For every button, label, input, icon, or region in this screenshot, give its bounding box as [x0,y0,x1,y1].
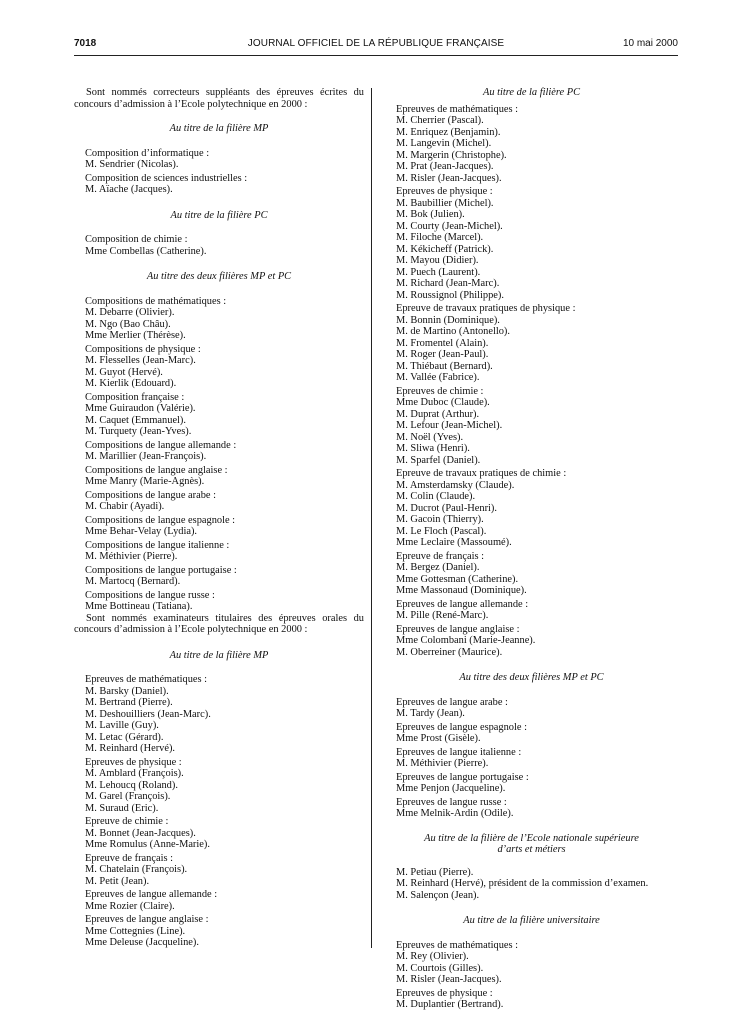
subject-label: Epreuves de mathématiques : [85,674,208,685]
person-entry: M. Laville (Guy). [85,720,159,731]
subject-label: Epreuves de langue anglaise : [396,623,520,635]
person-entry: M. Courtois (Gilles). [396,962,484,974]
header-rule [74,55,678,56]
person-entry: M. Chabir (Ayadi). [85,501,165,512]
person-entry: M. Lefour (Jean-Michel). [396,420,503,431]
person-entry: M. Petit (Jean). [85,875,150,887]
person-entry: M. Fromentel (Alain). [396,337,489,349]
section-heading-line: d’arts et métiers [497,844,566,855]
subject-label: Epreuves de langue espagnole : [396,721,527,733]
section-heading: Au titre de la filière PC [170,209,268,221]
person-entry: M. Méthivier (Pierre). [396,758,489,769]
person-entry: M. Reinhard (Hervé). [85,743,176,754]
person-entry: M. Oberreiner (Maurice). [396,646,503,658]
column-divider [371,88,372,948]
subject-label: Epreuves de physique : [396,186,493,197]
person-entry: M. Kierlik (Edouard). [85,378,177,389]
subject-label: Composition de sciences industrielles : [85,172,248,184]
subject-label: Epreuve de chimie : [85,816,169,827]
subject-label: Compositions de mathématiques : [85,295,227,307]
person-entry: M. Caquet (Emmanuel). [85,414,186,426]
person-entry: Mme Guiraudon (Valérie). [85,403,196,414]
person-entry: M. Mayou (Didier). [396,255,479,266]
person-entry: Mme Rozier (Claire). [85,900,175,912]
person-entry: Mme Gottesman (Catherine). [396,573,519,585]
subject-label: Epreuve de français : [85,852,173,864]
section-list [74,296,364,613]
subject-label: Compositions de langue russe : [85,589,215,601]
subject-label: Epreuves de langue portugaise : [396,771,529,783]
subject-label: Compositions de langue portugaise : [85,564,237,576]
person-entry: M. Enriquez (Benjamin). [396,126,501,138]
section-list [385,940,678,1011]
section-list [385,697,678,820]
person-entry: M. Sparfel (Daniel). [396,454,481,466]
section-heading: Au titre des deux filières MP et PC [146,271,292,282]
subject-label: Epreuves de langue anglaise : [85,914,209,925]
person-entry: M. Kékicheff (Patrick). [396,243,494,255]
right-column [385,87,678,1011]
person-entry: M. Reinhard (Hervé), président de la commission d’examen. [396,878,649,889]
person-entry: M. Prat (Jean-Jacques). [396,161,494,172]
section-heading: Au titre de la filière PC [482,87,581,98]
subject-label: Composition française : [85,391,185,403]
person-entry: Mme Massonaud (Dominique). [396,585,527,596]
person-entry: M. Guyot (Hervé). [85,366,163,378]
section-heading: Au titre des deux filières MP et PC [459,672,604,683]
person-entry: M. Langevin (Michel). [396,138,492,149]
person-entry: M. Pille (René-Marc). [396,610,489,621]
person-entry: Mme Manry (Marie-Agnès). [85,476,205,487]
person-entry: M. Roger (Jean-Paul). [396,349,489,360]
person-entry: M. Sliwa (Henri). [396,443,470,454]
person-entry: M. Bonnin (Dominique). [396,314,500,326]
person-entry: M. Risler (Jean-Jacques). [396,172,502,184]
person-entry: M. Filoche (Marcel). [396,232,484,243]
person-entry: M. Baubillier (Michel). [396,197,494,209]
person-entry: M. Ngo (Bao Châu). [85,318,171,330]
person-entry: M. Courty (Jean-Michel). [396,220,503,232]
person-entry: Mme Melnik-Ardin (Odile). [396,808,514,819]
person-entry: M. Bertrand (Pierre). [85,697,173,708]
subject-label: Epreuve de travaux pratiques de physique : [396,303,576,314]
person-entry: M. Noël (Yves). [396,431,464,443]
person-entry: Mme Combellas (Catherine). [85,245,207,257]
person-entry: Mme Behar-Velay (Lydia). [85,526,198,537]
person-entry: M. Petiau (Pierre). [396,866,474,878]
subject-label: Compositions de langue anglaise : [85,464,228,476]
person-entry: M. Turquety (Jean-Yves). [85,426,192,437]
subject-label: Epreuves de physique : [396,987,493,999]
person-entry: M. Gacoin (Thierry). [396,514,484,525]
subject-label: Compositions de langue italienne : [85,539,230,551]
person-entry: M. Marillier (Jean-François). [85,451,207,462]
person-entry: Mme Prost (Gisèle). [396,733,481,744]
subject-label: Compositions de physique : [85,343,201,355]
person-entry: M. Salençon (Jean). [396,889,480,901]
section-heading: Au titre de la filière MP [169,123,269,134]
person-entry: M. Cherrier (Pascal). [396,115,484,126]
section-heading-ensam [385,833,678,856]
person-entry: Mme Leclaire (Massoumé). [396,537,512,548]
section-heading: Au titre de la filière MP [169,649,269,661]
person-entry: M. Vallée (Fabrice). [396,372,480,383]
issue-date: 10 mai 2000 [622,38,678,49]
section-list [74,234,364,257]
person-entry: M. Aïache (Jacques). [85,184,173,195]
person-entry: M. Letac (Gérard). [85,731,164,743]
subject-label: Epreuves de langue italienne : [396,746,522,758]
person-entry: M. Sendrier (Nicolas). [85,159,179,170]
page-header [74,38,678,52]
section-list [74,674,364,949]
person-entry: M. Chatelain (François). [85,864,188,875]
section-list [385,104,678,659]
person-entry: M. Bergez (Daniel). [396,562,480,573]
left-column [74,87,364,949]
person-entry: M. Risler (Jean-Jacques). [396,974,502,985]
subject-label: Epreuves de physique : [85,756,182,768]
person-entry: Mme Duboc (Claude). [396,397,490,408]
section-heading-line: Au titre de la filière de l’Ecole nationale supérieure [424,832,639,844]
page-number: 7018 [74,38,97,49]
section-list [385,867,678,902]
section-list [74,148,364,196]
person-entry: Mme Merlier (Thérèse). [85,330,186,341]
subject-label: Epreuves de langue allemande : [396,598,529,610]
section-heading: Au titre de la filière universitaire [463,915,600,926]
person-entry: M. Richard (Jean-Marc). [396,278,500,289]
person-entry: Mme Deleuse (Jacqueline). [85,937,199,948]
subject-label: Epreuves de langue allemande : [85,889,218,900]
person-entry: M. Puech (Laurent). [396,266,481,278]
person-entry: M. de Martino (Antonello). [396,326,510,337]
person-entry: M. Roussignol (Philippe). [396,289,504,301]
subject-label: Epreuves de langue russe : [396,796,507,808]
subject-label: Compositions de langue espagnole : [85,514,236,526]
person-entry: Mme Penjon (Jacqueline). [396,783,506,794]
person-entry: Mme Cottegnies (Line). [85,925,186,937]
person-entry: M. Barsky (Daniel). [85,685,169,697]
person-entry: M. Debarre (Olivier). [85,307,175,318]
person-entry: M. Margerin (Christophe). [396,149,507,161]
person-entry: M. Ducrot (Paul-Henri). [396,502,497,514]
intro-paragraph-examinateurs: Sont nommés examinateurs titulaires des épreuves orales du concours d’admission à l’Ecole polytechnique en 2000 : [74,612,364,635]
person-entry: M. Amsterdamsky (Claude). [396,479,515,491]
person-entry: Mme Romulus (Anne-Marie). [85,839,210,850]
person-entry: M. Colin (Claude). [396,491,476,502]
person-entry: M. Flesselles (Jean-Marc). [85,355,196,366]
subject-label: Compositions de langue allemande : [85,439,237,451]
subject-label: Epreuves de mathématiques : [396,939,519,951]
person-entry: M. Duplantier (Bertrand). [396,999,504,1010]
person-entry: M. Deshouilliers (Jean-Marc). [85,708,211,720]
person-entry: M. Bok (Julien). [396,209,465,220]
person-entry: M. Lehoucq (Roland). [85,779,178,791]
subject-label: Compositions de langue arabe : [85,489,217,501]
person-entry: M. Suraud (Eric). [85,802,159,814]
person-entry: M. Méthivier (Pierre). [85,551,178,562]
subject-label: Epreuve de français : [396,550,484,562]
person-entry: M. Martocq (Bernard). [85,576,181,587]
journal-title: JOURNAL OFFICIEL DE LA RÉPUBLIQUE FRANÇAISE [247,38,505,49]
person-entry: Mme Bottineau (Tatiana). [85,601,193,612]
subject-label: Epreuves de langue arabe : [396,696,508,708]
subject-label: Epreuves de mathématiques : [396,103,519,115]
subject-label: Epreuve de travaux pratiques de chimie : [396,468,567,479]
person-entry: M. Le Floch (Pascal). [396,525,487,537]
person-entry: M. Tardy (Jean). [396,708,465,719]
subject-label: Composition de chimie : [85,234,188,245]
person-entry: M. Bonnet (Jean-Jacques). [85,827,196,839]
subject-label: Epreuves de chimie : [396,385,484,397]
person-entry: M. Garel (François). [85,791,171,802]
person-entry: M. Rey (Olivier). [396,951,469,962]
person-entry: M. Duprat (Arthur). [396,408,480,420]
person-entry: M. Thiébaut (Bernard). [396,360,493,372]
person-entry: M. Amblard (François). [85,768,184,779]
subject-label: Composition d’informatique : [85,147,210,159]
intro-paragraph-correcteurs: Sont nommés correcteurs suppléants des épreuves écrites du concours d’admission à l’Ecole polytechnique en 2000 : [74,87,364,110]
person-entry: Mme Colombani (Marie-Jeanne). [396,635,536,646]
